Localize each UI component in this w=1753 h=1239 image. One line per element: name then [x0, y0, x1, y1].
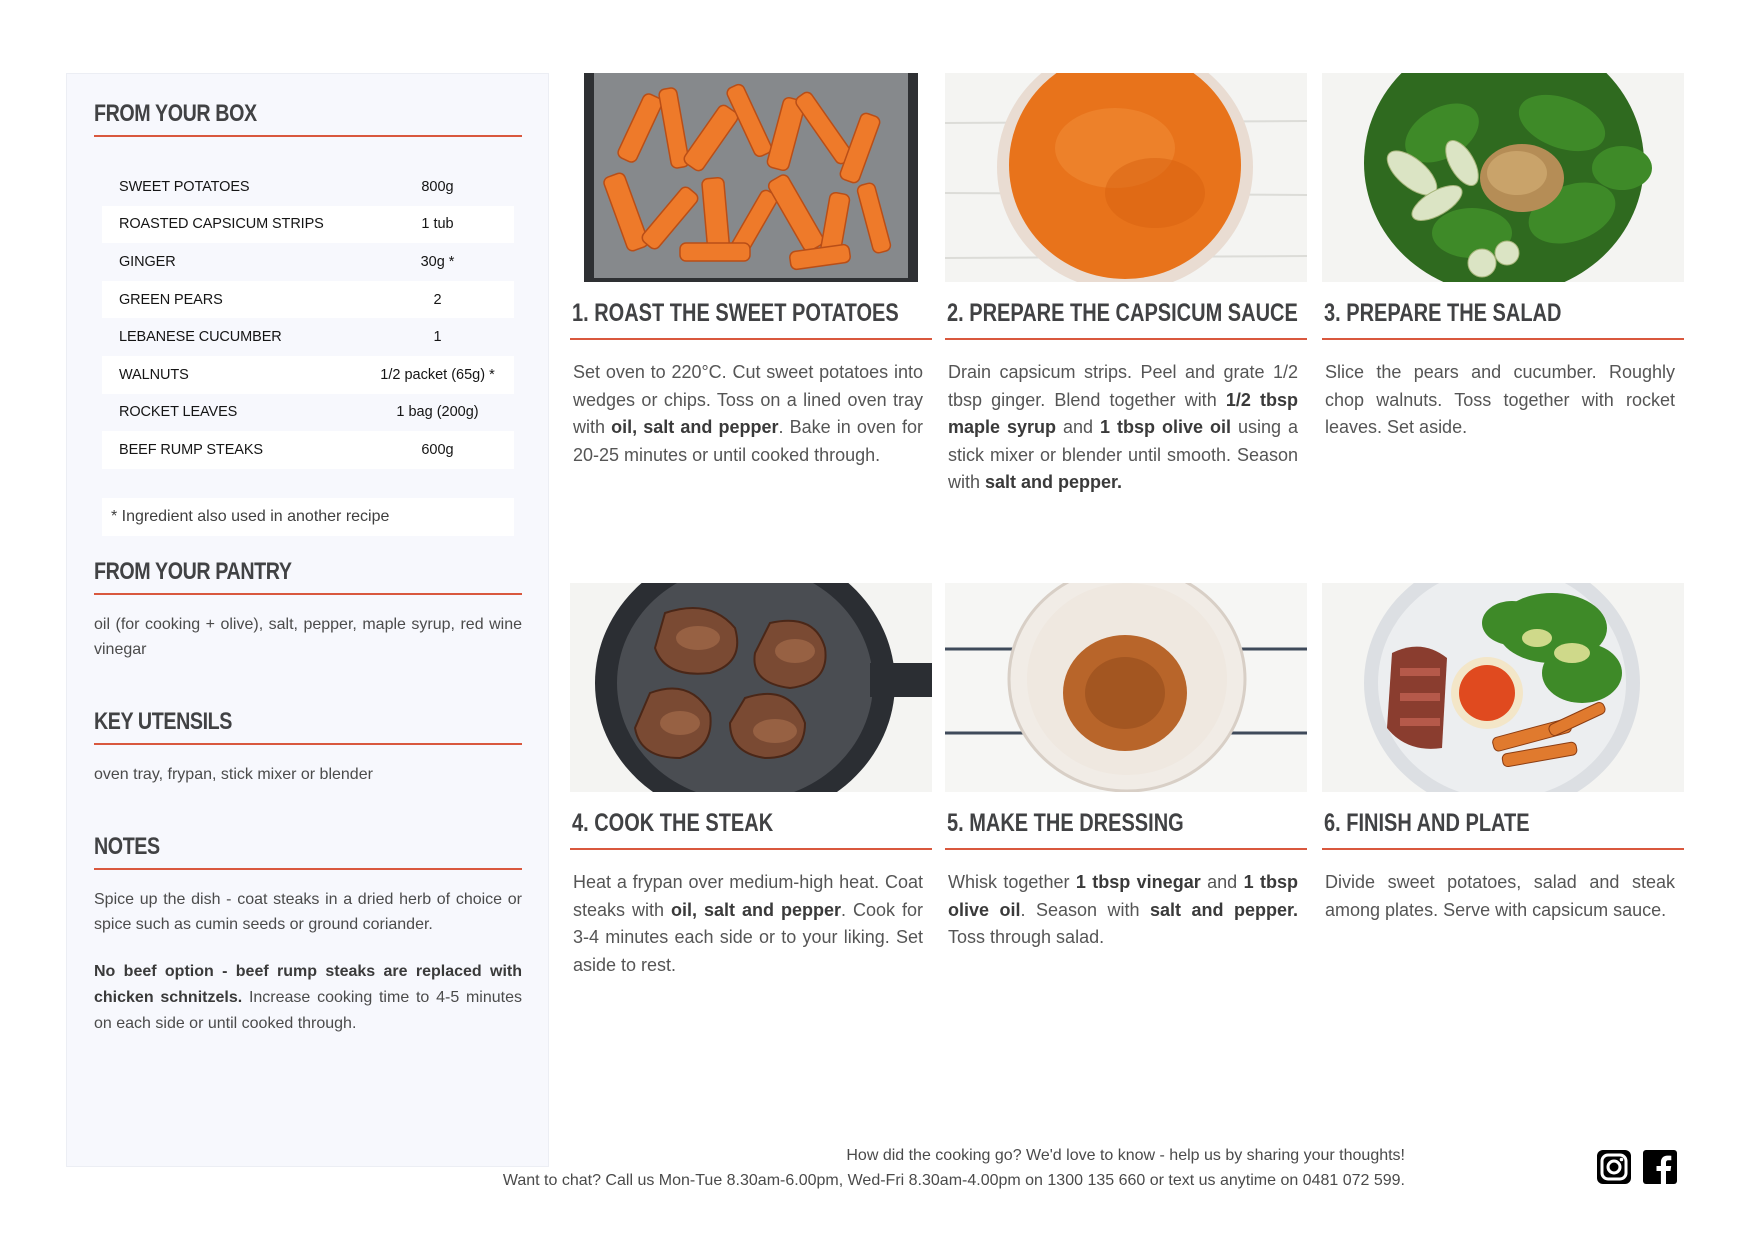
ingredient-row [102, 243, 514, 281]
ingredient-quantity: 1 [433, 329, 442, 346]
step-1-title: 1. ROAST THE SWEET POTATOES [572, 299, 899, 327]
step-text-bold: oil, salt and pepper [671, 899, 841, 920]
step-1-text [573, 359, 923, 469]
key-utensils-title: KEY UTENSILS [94, 708, 232, 735]
utensils-text: oven tray, frypan, stick mixer or blender [94, 766, 373, 783]
step-rule [945, 848, 1307, 850]
step-text-segment: Divide sweet potatoes, salad and steak among plates. Serve with capsicum sauce. [1325, 872, 1675, 920]
ingredient-quantity: 600g [361, 431, 514, 469]
from-your-pantry-title: FROM YOUR PANTRY [94, 558, 292, 585]
capsicum-sauce-photo [945, 73, 1307, 282]
step-4-text [573, 869, 923, 979]
ingredient-name: LEBANESE CUCUMBER [119, 329, 282, 346]
ingredient-row [102, 356, 514, 394]
step-text-segment: using a stick mixer or blender until smooth. Season with [948, 417, 1299, 492]
step-text-segment: . Season with [1020, 899, 1150, 920]
step-5-title: 5. MAKE THE DRESSING [947, 809, 1184, 837]
ingredients-sidebar [66, 73, 549, 1167]
ingredient-name: GINGER [119, 253, 176, 270]
ingredient-quantity: 2 [361, 281, 514, 319]
step-4-title: 4. COOK THE STEAK [572, 809, 774, 837]
step-6-title: 6. FINISH AND PLATE [1324, 809, 1530, 837]
step-text-segment: and [1056, 417, 1101, 437]
step-rule [1322, 848, 1684, 850]
step-rule [945, 338, 1307, 340]
ingredient-row [102, 206, 514, 244]
step-text-bold: 1 tbsp olive oil [1100, 417, 1231, 437]
feedback-text: How did the cooking go? We'd love to know - help us by sharing your thoughts! [846, 1147, 1405, 1164]
notes-bold-text: No beef option - beef rump steaks are replaced with chicken schnitzels. [94, 963, 522, 1006]
step-rule [570, 338, 932, 340]
ingredient-quantity: 800g [421, 178, 454, 195]
ingredient-row [102, 431, 514, 469]
step-3-text [1325, 359, 1675, 442]
section-rule [94, 743, 522, 745]
ingredient-quantity: 1 bag (200g) [396, 404, 479, 421]
step-text-segment: . Bake in oven for 20-25 minutes or until cooked through. [573, 417, 923, 465]
from-your-box-title: FROM YOUR BOX [94, 100, 257, 127]
step-text-segment: Drain capsicum strips. Peel and grate 1/2 tbsp ginger. Blend together with [948, 362, 1298, 410]
instagram-icon[interactable] [1596, 1149, 1632, 1185]
step-text-segment: Heat a frypan over medium-high heat. Coat steaks with [573, 872, 923, 920]
ingredient-note: * Ingredient also used in another recipe [102, 498, 514, 536]
ingredient-row [102, 281, 514, 319]
contact-text: Want to chat? Call us Mon-Tue 8.30am-6.00pm, Wed-Fri 8.30am-4.00pm on 1300 135 660 or text us anytime on 0481 072 599. [502, 1172, 1405, 1189]
step-text-segment: Set oven to 220°C. Cut sweet potatoes into wedges or chips. Toss on a lined oven tray with [573, 362, 923, 437]
dressing-bowl-photo [945, 583, 1307, 792]
ingredient-name: SWEET POTATOES [119, 178, 250, 195]
notes-title: NOTES [94, 833, 160, 860]
step-6-text [1325, 869, 1675, 924]
ingredient-name: BEEF RUMP STEAKS [102, 431, 361, 469]
ingredient-name: ROASTED CAPSICUM STRIPS [102, 206, 361, 244]
step-5-text [948, 869, 1298, 952]
step-text-bold: oil, salt and pepper [611, 417, 779, 437]
step-text-bold: 1/2 tbsp maple syrup [948, 389, 1298, 437]
step-text-bold: salt and pepper. [985, 472, 1123, 492]
ingredients-table [102, 168, 514, 469]
section-rule [94, 868, 522, 870]
ingredient-quantity: 30g * [420, 253, 455, 270]
ingredient-quantity: 1/2 packet (65g) * [361, 356, 514, 394]
step-text-segment: Toss through salad. [948, 927, 1105, 947]
notes-text-1: Spice up the dish - coat steaks in a dried herb of choice or spice such as cumin seeds or ground coriander. [94, 891, 522, 933]
step-rule [1322, 338, 1684, 340]
facebook-icon[interactable] [1642, 1149, 1678, 1185]
notes-text-2 [94, 959, 522, 1037]
step-text-segment: . Cook for 3-4 minutes each side or to your liking. Set aside to rest. [573, 899, 923, 975]
ingredient-name: WALNUTS [102, 356, 361, 394]
pantry-text: oil (for cooking + olive), salt, pepper, maple syrup, red wine vinegar [94, 616, 522, 658]
section-rule [94, 135, 522, 137]
salad-photo [1322, 73, 1684, 282]
sweet-potatoes-photo [570, 73, 932, 282]
step-text-bold: 1 tbsp vinegar [1075, 872, 1201, 892]
ingredient-quantity: 1 tub [361, 206, 514, 244]
ingredient-row [102, 394, 514, 432]
step-text-segment: Slice the pears and cucumber. Roughly chop walnuts. Toss together with rocket leaves. Set aside. [1325, 362, 1675, 437]
step-rule [570, 848, 932, 850]
step-text-bold: 1 tbsp olive oil [948, 872, 1298, 920]
step-text-segment: and [1200, 872, 1244, 892]
ingredient-row [102, 318, 514, 356]
step-text-bold: salt and pepper. [1150, 899, 1298, 920]
plated-dish-photo [1322, 583, 1684, 792]
step-3-title: 3. PREPARE THE SALAD [1324, 299, 1562, 327]
ingredient-name: ROCKET LEAVES [119, 404, 238, 421]
step-2-text [948, 359, 1298, 497]
section-rule [94, 593, 522, 595]
notes-rest-text: Increase cooking time to 4-5 minutes on each side or until cooked through. [94, 989, 523, 1032]
step-text-segment: Whisk together [948, 872, 1076, 892]
ingredient-row [102, 168, 514, 206]
footer-contact [503, 1143, 1405, 1193]
step-2-title: 2. PREPARE THE CAPSICUM SAUCE [947, 299, 1298, 327]
ingredient-name: GREEN PEARS [102, 281, 361, 319]
steak-pan-photo [570, 583, 932, 792]
